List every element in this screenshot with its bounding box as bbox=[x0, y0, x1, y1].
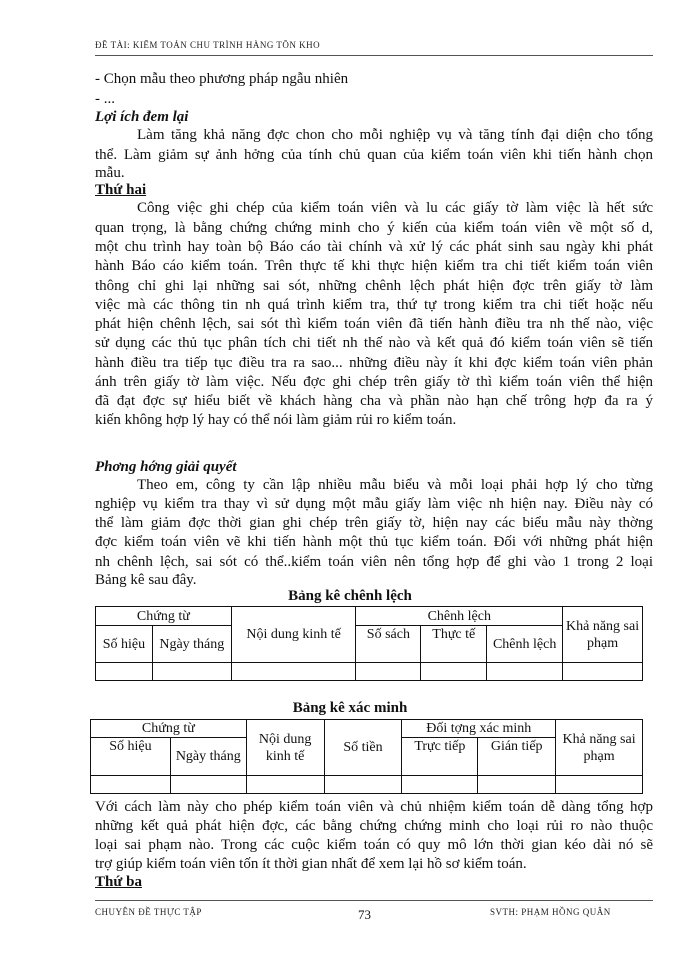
solution-line-6: Bảng kê sau đây. bbox=[95, 572, 197, 588]
table-cell bbox=[170, 776, 246, 794]
table2-title: Bảng kê xác minh bbox=[292, 700, 408, 716]
solution-line-5: nh chênh lệch, sai sót có thể..kiểm toán viên nên tổng hợp để ghi vào 1 trong 2 loại bbox=[95, 554, 653, 570]
table-row bbox=[96, 663, 643, 681]
table2-group-target: Đối tợng xác minh bbox=[402, 720, 556, 738]
solution-line-2: nghiệp vụ kiểm tra thay vì sử dụng một mẫu giấy làm việc nh hiện nay. Điều này có bbox=[95, 496, 653, 512]
table-cell bbox=[563, 663, 643, 681]
table1-col-date: Ngày tháng bbox=[152, 626, 231, 663]
second-line-5: thông chỉ ghi lại những sai sót, những chênh lệch phát hiện đợc trên giấy tờ làm bbox=[95, 278, 653, 294]
table-cell bbox=[152, 663, 231, 681]
table2-col-content: Nội dung kinh tế bbox=[246, 720, 324, 776]
verification-table bbox=[90, 719, 643, 794]
second-line-10: ánh trên giấy tờ làm việc. Nếu đợc ghi chép trên giấy tờ thì kiểm toán viên thể hiện bbox=[95, 374, 653, 390]
table-cell bbox=[96, 663, 153, 681]
second-line-1: Công việc ghi chép của kiểm toán viên và lu các giấy tờ làm việc là hết sức bbox=[137, 200, 653, 216]
table-cell bbox=[402, 776, 478, 794]
table-cell bbox=[356, 663, 421, 681]
table-cell bbox=[487, 663, 563, 681]
table2-col-no: Số hiệu bbox=[91, 738, 171, 776]
benefit-line-1: Làm tăng khả năng đợc chon cho mỗi nghiệp vụ và tăng tính đại diện cho tổng bbox=[137, 127, 653, 143]
benefit-line-3: mẫu. bbox=[95, 165, 125, 181]
table1-col-no: Số hiệu bbox=[96, 626, 153, 663]
table-cell bbox=[246, 776, 324, 794]
solution-line-1: Theo em, công ty cần lập nhiều mẫu biểu và mỗi loại phải hợp lý cho từng bbox=[137, 477, 653, 493]
heading-benefits: Lợi ích đem lại bbox=[95, 109, 189, 125]
table1-col-diff: Chênh lệch bbox=[487, 626, 563, 663]
benefit-line-2: thể. Làm giảm sự ảnh hởng của tính chủ quan của kiểm toán viên khi tiến hành chọn bbox=[95, 147, 653, 163]
table2-col-date: Ngày tháng bbox=[170, 738, 246, 776]
table1-col-actual: Thực tế bbox=[421, 626, 487, 663]
second-line-8: sử dụng các thủ tục phân tích chi tiết nh thế nào và kết quả đó kiểm toán viên sẽ tiến bbox=[95, 335, 653, 351]
closing-line-2: những kết quả phát hiện đợc, các bằng chứng chứng minh cho loại rủi ro nào thuộc bbox=[95, 818, 653, 834]
table1-col-content: Nội dung kinh tế bbox=[231, 607, 356, 663]
table-cell bbox=[556, 776, 643, 794]
table-cell bbox=[324, 776, 402, 794]
table-cell bbox=[231, 663, 356, 681]
bullet-random-sampling: - Chọn mẫu theo phương pháp ngẫu nhiên bbox=[95, 71, 349, 87]
table1-col-risk: Khả năng sai phạm bbox=[563, 607, 643, 663]
second-line-11: đã đạt đợc sự hiểu biết về khách hàng cha và phần nào hạn chế trông hợp đa ra ý bbox=[95, 393, 653, 409]
page-number: 73 bbox=[358, 907, 371, 922]
second-line-6: việc mà các thông tin nh quá trình kiểm tra, thứ tự trong kiểm tra chi tiết hoặc nếu bbox=[95, 297, 653, 313]
second-line-12: kiến không hợp lý hay có thể nói làm giảm rủi ro kiểm toán. bbox=[95, 412, 457, 428]
solution-line-3: thể làm giảm đợc thời gian ghi chép trên giấy tờ, hiện nay các biểu mẫu này thờng bbox=[95, 515, 653, 531]
table1-group-doc: Chứng từ bbox=[96, 607, 232, 626]
second-line-3: một chu trình hay toàn bộ Báo cáo tài chính và xử lý các phát sinh sau ngày khi phát bbox=[95, 239, 653, 255]
discrepancy-table bbox=[95, 606, 643, 681]
footer-left: CHUYÊN ĐỀ THỰC TẬP bbox=[95, 907, 202, 917]
table-cell bbox=[91, 776, 171, 794]
footer-right: SVTH: PHẠM HỒNG QUÂN bbox=[490, 907, 611, 917]
table1-title: Bảng kê chênh lệch bbox=[288, 588, 412, 604]
closing-line-4: trợ giúp kiểm toán viên tốn ít thời gian nhất để xem lại hồ sơ kiểm toán. bbox=[95, 856, 527, 872]
table2-col-direct: Trực tiếp bbox=[402, 738, 478, 776]
heading-second: Thứ hai bbox=[95, 182, 147, 198]
heading-solution: Phơng hớng giải quyết bbox=[95, 459, 237, 475]
table-row bbox=[91, 776, 643, 794]
table2-col-amount: Số tiền bbox=[324, 720, 402, 776]
table2-col-indirect: Gián tiếp bbox=[478, 738, 556, 776]
closing-line-1: Với cách làm này cho phép kiểm toán viên và chủ nhiệm kiểm toán dễ dàng tổng hợp bbox=[95, 799, 653, 815]
bullet-ellipsis: - ... bbox=[95, 91, 115, 107]
table-cell bbox=[478, 776, 556, 794]
table2-group-doc: Chứng từ bbox=[91, 720, 247, 738]
table1-col-book: Số sách bbox=[356, 626, 421, 663]
table-cell bbox=[421, 663, 487, 681]
second-line-2: quan trọng, là bằng chứng chứng minh cho ý kiến của kiểm toán viên về một số d, bbox=[95, 220, 653, 236]
table2-col-risk: Khả năng sai phạm bbox=[556, 720, 643, 776]
second-line-9: hành điều tra tiếp tục điều tra ra sao... những điều này ít khi đợc kiểm toán viên phản bbox=[95, 355, 653, 371]
closing-line-3: loại sai phạm nào. Trong các cuộc kiểm toán có quy mô lớn thời gian kéo dài nó sẽ bbox=[95, 837, 653, 853]
second-line-4: hành Báo cáo kiểm toán. Trên thực tế khi thực hiện kiểm tra chi tiết kiểm toán viên bbox=[95, 258, 653, 274]
header-divider bbox=[95, 55, 653, 56]
running-header: ĐỀ TÀI: KIỂM TOÁN CHU TRÌNH HÀNG TỒN KHO bbox=[95, 40, 321, 50]
table1-group-diff: Chênh lệch bbox=[356, 607, 563, 626]
heading-third: Thứ ba bbox=[95, 874, 142, 890]
footer-divider bbox=[95, 900, 653, 901]
solution-line-4: đợc kiểm toán viên vẽ khi tiến hành một thủ tục kiểm toán. Đối với những phát hiện bbox=[95, 534, 653, 550]
second-line-7: phát hiện chênh lệch, sai sót thì kiểm toán viên đã tiến hành điều tra nh thế nào, việc bbox=[95, 316, 653, 332]
